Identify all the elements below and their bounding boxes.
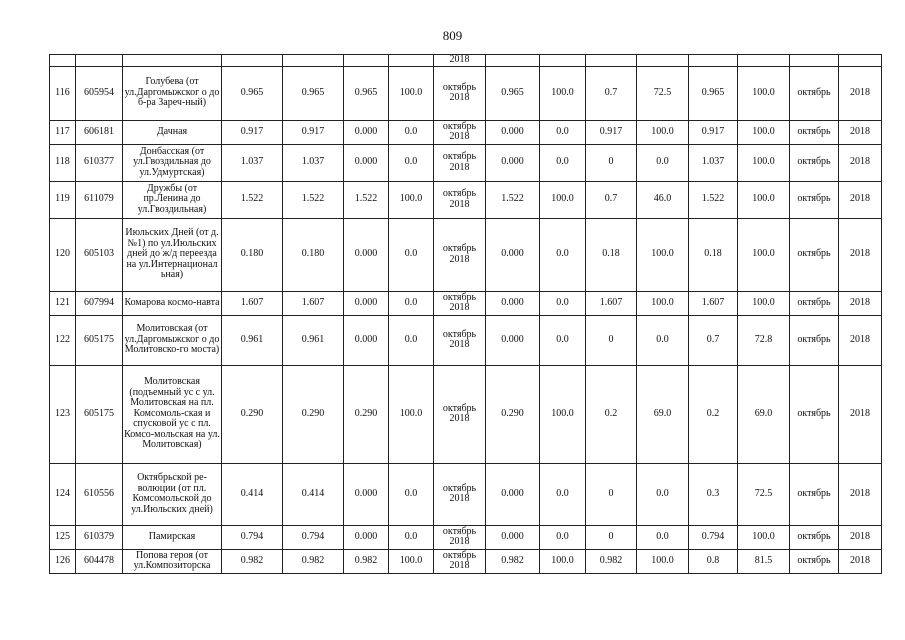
table-cell xyxy=(540,55,586,67)
table-cell: 610377 xyxy=(76,144,123,181)
table-cell: 124 xyxy=(50,463,76,525)
table-cell: октябрь xyxy=(790,365,839,463)
table-cell: 0.8 xyxy=(689,549,738,573)
table-cell: 119 xyxy=(50,181,76,218)
table-cell: 1.522 xyxy=(486,181,540,218)
table-cell: 610556 xyxy=(76,463,123,525)
table-cell: 0.000 xyxy=(486,525,540,549)
table-cell: 0 xyxy=(586,315,637,365)
table-cell: октябрь 2018 xyxy=(434,144,486,181)
table-cell: 0.982 xyxy=(486,549,540,573)
table-cell: 0.000 xyxy=(344,315,389,365)
table-cell: 0.000 xyxy=(344,120,389,144)
table-cell: 0.982 xyxy=(586,549,637,573)
table-cell: 100.0 xyxy=(738,525,790,549)
table-cell: 1.522 xyxy=(222,181,283,218)
table-cell: 72.5 xyxy=(738,463,790,525)
table-cell: октябрь 2018 xyxy=(434,66,486,120)
road-repair-table xyxy=(49,54,882,574)
table-cell: 0.0 xyxy=(637,525,689,549)
table-cell: 0.000 xyxy=(486,120,540,144)
table-cell: 2018 xyxy=(839,120,882,144)
table-cell: 125 xyxy=(50,525,76,549)
table-cell: 0.965 xyxy=(283,66,344,120)
table-cell: 0.290 xyxy=(222,365,283,463)
table-cell: Молитовская (подъемный ус с ул. Молитовская на пл. Комсомоль-ская и спусковой ус с пл. Комсо-мольская на ул. Молитовская) xyxy=(123,365,222,463)
table-cell: октябрь xyxy=(790,315,839,365)
table-cell xyxy=(839,55,882,67)
table-cell: 100.0 xyxy=(738,144,790,181)
table-cell: 0.18 xyxy=(689,218,738,291)
table-cell: 0.0 xyxy=(540,463,586,525)
table-row xyxy=(50,549,882,573)
table-cell: Попова героя (от ул.Композиторска xyxy=(123,549,222,573)
table-cell: 100.0 xyxy=(637,120,689,144)
table-cell: 126 xyxy=(50,549,76,573)
table-cell: 1.607 xyxy=(222,291,283,315)
table-cell: 0.0 xyxy=(389,144,434,181)
table-cell xyxy=(586,55,637,67)
table-cell: 605175 xyxy=(76,365,123,463)
table-cell: 100.0 xyxy=(540,365,586,463)
table-cell: 123 xyxy=(50,365,76,463)
table-cell: 100.0 xyxy=(738,218,790,291)
table-cell: 0 xyxy=(586,463,637,525)
table-cell: 0.0 xyxy=(389,315,434,365)
table-cell: Памирская xyxy=(123,525,222,549)
table-cell: 605175 xyxy=(76,315,123,365)
table-cell: 2018 xyxy=(839,144,882,181)
table-cell: 0.18 xyxy=(586,218,637,291)
table-cell: 0.965 xyxy=(689,66,738,120)
table-cell xyxy=(283,55,344,67)
table-cell xyxy=(637,55,689,67)
table-cell: 0.0 xyxy=(540,144,586,181)
table-cell: 100.0 xyxy=(389,66,434,120)
table-cell: 0.917 xyxy=(586,120,637,144)
table-cell: октябрь 2018 xyxy=(434,549,486,573)
table-cell xyxy=(76,55,123,67)
table-cell: 0.2 xyxy=(586,365,637,463)
table-cell: 0.000 xyxy=(486,291,540,315)
table-cell: 604478 xyxy=(76,549,123,573)
table-cell: 0.965 xyxy=(486,66,540,120)
table-cell: 606181 xyxy=(76,120,123,144)
table-cell: 0.000 xyxy=(344,463,389,525)
table-cell: 0.917 xyxy=(689,120,738,144)
table-row xyxy=(50,525,882,549)
table-cell: октябрь 2018 xyxy=(434,315,486,365)
table-cell: 611079 xyxy=(76,181,123,218)
table-cell: 0.794 xyxy=(283,525,344,549)
table-cell: 1.607 xyxy=(689,291,738,315)
table-cell: 1.607 xyxy=(586,291,637,315)
table-cell: 0.000 xyxy=(486,463,540,525)
table-cell: октябрь 2018 xyxy=(434,291,486,315)
table-cell: 0.917 xyxy=(222,120,283,144)
table-row xyxy=(50,463,882,525)
table-cell: 2018 xyxy=(839,549,882,573)
table-cell: октябрь xyxy=(790,549,839,573)
table-cell: 0.794 xyxy=(222,525,283,549)
table-cell: 0.961 xyxy=(283,315,344,365)
table-cell: 0.982 xyxy=(283,549,344,573)
table-cell xyxy=(790,55,839,67)
table-cell: 0.180 xyxy=(222,218,283,291)
table-row xyxy=(50,291,882,315)
table-cell: 0.0 xyxy=(389,218,434,291)
table-cell: 2018 xyxy=(839,291,882,315)
table-cell xyxy=(222,55,283,67)
table-cell: Донбасская (от ул.Гвоздильная до ул.Удмуртская) xyxy=(123,144,222,181)
table-cell: 122 xyxy=(50,315,76,365)
table-row xyxy=(50,120,882,144)
table-cell: 2018 xyxy=(839,66,882,120)
table-cell: 0.0 xyxy=(637,463,689,525)
table-cell: 2018 xyxy=(839,315,882,365)
table-cell: 100.0 xyxy=(637,549,689,573)
table-cell: 0.0 xyxy=(540,315,586,365)
table-cell: 0 xyxy=(586,144,637,181)
table-cell xyxy=(123,55,222,67)
table-row xyxy=(50,181,882,218)
table-cell: 0.0 xyxy=(389,525,434,549)
table-cell: 0.000 xyxy=(344,525,389,549)
table-row xyxy=(50,365,882,463)
table-cell: 0.0 xyxy=(540,525,586,549)
table-cell: Голубева (от ул.Даргомыжског о до б-ра Зареч-ный) xyxy=(123,66,222,120)
table-cell: 0.2 xyxy=(689,365,738,463)
table-cell: 0.0 xyxy=(389,291,434,315)
table-cell: 2018 xyxy=(839,218,882,291)
table-cell: октябрь xyxy=(790,291,839,315)
table-cell: 1.522 xyxy=(689,181,738,218)
table-cell: 0.0 xyxy=(637,144,689,181)
table-cell: 2018 xyxy=(839,181,882,218)
table-cell: 0.982 xyxy=(344,549,389,573)
table-cell: 0.0 xyxy=(389,463,434,525)
table-cell: 100.0 xyxy=(637,291,689,315)
table-cell: октябрь 2018 xyxy=(434,463,486,525)
table-cell: 120 xyxy=(50,218,76,291)
table-cell: 117 xyxy=(50,120,76,144)
table-cell: Июльских Дней (от д.№1) по ул.Июльских дней до ж/д переезда на ул.Интернационал ьная) xyxy=(123,218,222,291)
table-cell: 0.000 xyxy=(344,218,389,291)
table-cell: 118 xyxy=(50,144,76,181)
table-cell: октябрь 2018 xyxy=(434,181,486,218)
table-cell: 0.180 xyxy=(283,218,344,291)
table-row xyxy=(50,218,882,291)
table-cell: 2018 xyxy=(839,365,882,463)
table-cell: 69.0 xyxy=(738,365,790,463)
table-cell: 100.0 xyxy=(389,365,434,463)
table-cell: 0.000 xyxy=(344,291,389,315)
table-cell: 1.037 xyxy=(283,144,344,181)
table-cell: 0.7 xyxy=(586,181,637,218)
page-number: 809 xyxy=(442,28,463,43)
table-cell: 100.0 xyxy=(738,181,790,218)
table-cell: 0.0 xyxy=(540,120,586,144)
table-cell: октябрь 2018 xyxy=(434,218,486,291)
table-cell: 81.5 xyxy=(738,549,790,573)
table-cell: 610379 xyxy=(76,525,123,549)
table-cell: 0.917 xyxy=(283,120,344,144)
table-cell: октябрь 2018 xyxy=(434,525,486,549)
table-cell: 1.522 xyxy=(344,181,389,218)
table-cell: 116 xyxy=(50,66,76,120)
table-cell: 0.290 xyxy=(486,365,540,463)
table-cell: Комарова космо-навта xyxy=(123,291,222,315)
table-cell: 0.000 xyxy=(344,144,389,181)
table-cell xyxy=(50,55,76,67)
table-cell: 605954 xyxy=(76,66,123,120)
table-cell: 1.607 xyxy=(283,291,344,315)
table-cell: 0.7 xyxy=(689,315,738,365)
table-cell: 100.0 xyxy=(738,291,790,315)
table-cell: 2018 xyxy=(839,463,882,525)
table-cell: 100.0 xyxy=(540,181,586,218)
table-cell: 46.0 xyxy=(637,181,689,218)
table-cell: 100.0 xyxy=(389,549,434,573)
table-row xyxy=(50,144,882,181)
table-cell: 0.290 xyxy=(344,365,389,463)
table-cell: 0.414 xyxy=(283,463,344,525)
table-cell: 100.0 xyxy=(389,181,434,218)
table-cell xyxy=(486,55,540,67)
table-cell: Октябрьской ре-волюции (от пл. Комсомольской до ул.Июльских дней) xyxy=(123,463,222,525)
table-cell: 2018 xyxy=(434,55,486,67)
table-cell: 72.8 xyxy=(738,315,790,365)
table-cell: Дружбы (от пр.Ленина до ул.Гвоздильная) xyxy=(123,181,222,218)
table-cell: 0.965 xyxy=(222,66,283,120)
table-cell: 0.965 xyxy=(344,66,389,120)
table-cell: октябрь xyxy=(790,463,839,525)
table-cell: октябрь 2018 xyxy=(434,120,486,144)
table-cell xyxy=(689,55,738,67)
table-cell: 1.522 xyxy=(283,181,344,218)
table-cell xyxy=(344,55,389,67)
table-row xyxy=(50,66,882,120)
table-cell: 121 xyxy=(50,291,76,315)
table-cell: 2018 xyxy=(839,525,882,549)
table-cell: 0 xyxy=(586,525,637,549)
table-cell: октябрь xyxy=(790,181,839,218)
table-cell: 0.0 xyxy=(540,291,586,315)
table-cell: 607994 xyxy=(76,291,123,315)
table-cell: 69.0 xyxy=(637,365,689,463)
table-cell: Дачная xyxy=(123,120,222,144)
table-cell: Молитовская (от ул.Даргомыжског о до Молитовско-го моста) xyxy=(123,315,222,365)
table-cell: октябрь xyxy=(790,144,839,181)
table-cell: 0.290 xyxy=(283,365,344,463)
table-cell: 0.794 xyxy=(689,525,738,549)
table-cell: 100.0 xyxy=(738,66,790,120)
table-cell: 100.0 xyxy=(637,218,689,291)
table-row xyxy=(50,315,882,365)
table-cell: октябрь xyxy=(790,120,839,144)
table-cell: 0.7 xyxy=(586,66,637,120)
table-body xyxy=(50,55,882,574)
table-cell: 0.414 xyxy=(222,463,283,525)
table-cell xyxy=(738,55,790,67)
table-cell: 0.0 xyxy=(389,120,434,144)
table-cell: 0.0 xyxy=(540,218,586,291)
table-cell: октябрь 2018 xyxy=(434,365,486,463)
table-cell: 100.0 xyxy=(540,66,586,120)
table-cell: 1.037 xyxy=(222,144,283,181)
table-cell xyxy=(389,55,434,67)
table-cell: 100.0 xyxy=(540,549,586,573)
table-cell: 0.961 xyxy=(222,315,283,365)
table-cell: октябрь xyxy=(790,66,839,120)
table-cell: 100.0 xyxy=(738,120,790,144)
table-cell: 72.5 xyxy=(637,66,689,120)
table-cell: октябрь xyxy=(790,525,839,549)
table-row-continued xyxy=(50,55,882,67)
table-cell: 0.000 xyxy=(486,218,540,291)
table-cell: октябрь xyxy=(790,218,839,291)
table-cell: 0.3 xyxy=(689,463,738,525)
table-cell: 1.037 xyxy=(689,144,738,181)
table-cell: 0.000 xyxy=(486,315,540,365)
table-cell: 0.0 xyxy=(637,315,689,365)
table-cell: 0.000 xyxy=(486,144,540,181)
table-cell: 605103 xyxy=(76,218,123,291)
table-cell: 0.982 xyxy=(222,549,283,573)
